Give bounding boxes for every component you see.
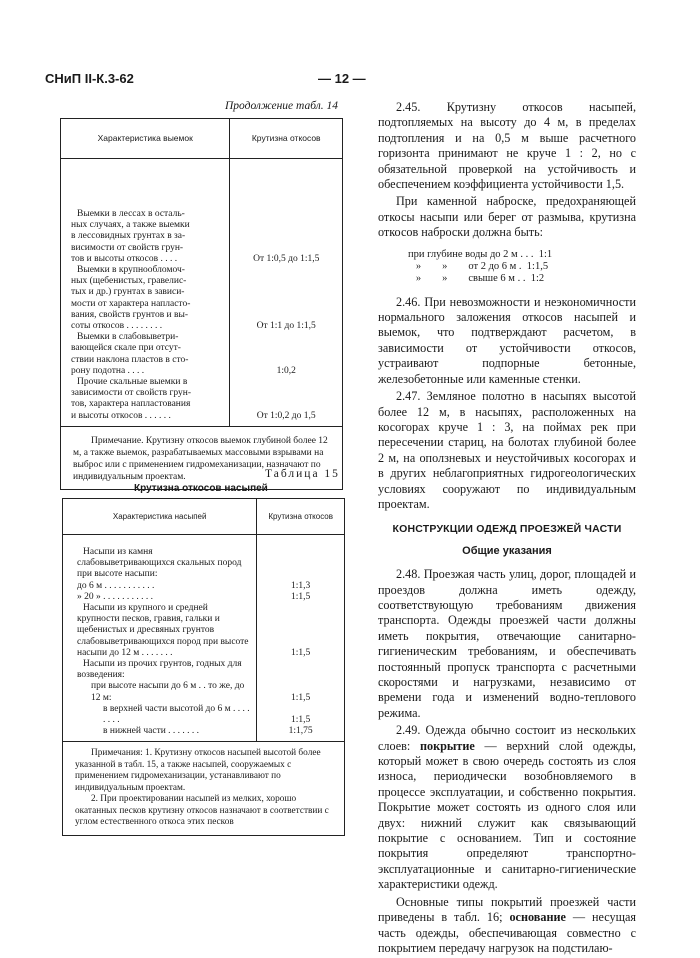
paragraph-2-45: 2.45. Крутизну откосов насыпей, подтопляемых на высоту до 4 м, в пределах подтопления и на 0,5 м выше расчетного горизонта принимают не круче 1 : 2, но с обязательной проверкой на устойчивость и обеспечением коэффициента устойчивости 1,5. <box>378 100 636 192</box>
table15-row-desc: при высоте насыпи до 6 м . . то же, до 12 м: <box>91 681 245 703</box>
table15-row-desc: в нижней части . . . . . . . <box>103 726 200 737</box>
table-14 <box>60 118 343 490</box>
table14-value: От 1:0,2 до 1,5 <box>256 410 316 421</box>
table15-value: 1:1,3 <box>291 580 311 591</box>
paragraph-2-49: 2.49. Одежда обычно состоит из нескольких слоев: покрытие — верхний слой одежды, который может в свою очередь состоять из слоя износа, периодически возобновляемого в процессе эксплуатации, и собственно покрытия. Покрытие может состоять из одного слоя или двух: нижний служит как связывающий покрытие с основанием. Тип и состояние покрытия определяют транспортно-эксплуатационные и санитарно-гигиенические характеристики одежд. <box>378 723 636 892</box>
paragraph-2-47: 2.47. Земляное полотно в насыпях высотой более 12 м, в насыпях, расположенных на косогорах круче 1 : 3, на поймах рек при пересечении стариц, на болотах глубиной более 2 м, на оползневых и неустойчивых косогорах и в других неблагоприятных гидрогеологических условиях сооружают по индивидуальным проектам. <box>378 389 636 511</box>
depth-slope-item: » » свыше 6 м . . 1:2 <box>408 272 545 284</box>
table15-note1: Примечания: 1. Крутизну откосов насыпей высотой более указанной в табл. 15, а также насыпей, сооружаемых с применением гидромеханизации, устанавливают по индивидуальным проектам. <box>75 748 321 793</box>
paragraph-2-46: 2.46. При невозможности и неэкономичности нормального заложения откосов насыпей и выемок, что подтверждают расчетом, в зависимости от устойчивости откосов, устраивают подпорные бетонные, железобетонные или каменные стенки. <box>378 294 636 386</box>
paragraph-2-48: 2.48. Проезжая часть улиц, дорог, площадей и проездов должна иметь одежду, соответствующую требованиям движения транспорта. Одежды проезжей части должны иметь покрытия, отвечающие санитарно-гигиеническим требованиям, и обеспечивать постоянный пропуск транспорта с расчетными скоростями и нагрузками, независимо от времени года и изменений водно-теплового режима. <box>378 567 636 720</box>
paragraph-2-50: Основные типы покрытий проезжей части приведены в табл. 16; основание — несущая часть одежды, обеспечивающая совместно с покрытием передачу нагрузок на подстилаю- <box>378 894 636 955</box>
document-code: СНиП II-К.3-62 <box>45 71 134 86</box>
table15-value: 1:1,5 <box>291 647 311 658</box>
table15-row-desc: до 6 м . . . . . . . . . . . <box>77 580 155 591</box>
table15-values <box>257 535 345 742</box>
section-heading: КОНСТРУКЦИИ ОДЕЖД ПРОЕЗЖЕЙ ЧАСТИ <box>392 523 622 536</box>
table15-note2: 2. При проектировании насыпей из мелких, хорошо окатанных песков крутизну откосов назначают в соответствии с углом естественного откоса этих песков <box>75 794 329 828</box>
term-osnovanie: основание <box>509 910 566 925</box>
table14-col2-header: Крутизна откосов <box>230 119 343 159</box>
table14-row-desc: Выемки в слабовыветри- вающейся скале при отсут- ствии наклона пластов в сто- рону подотна . . . . <box>71 332 189 376</box>
table14-descriptions <box>61 159 230 427</box>
table14-row-desc: Выемки в лессах в осталь- ных случаях, а также выемки в лессовидных грунтах в за- висимости от свойств грун- тов и высоты откосов . . . . <box>71 209 190 264</box>
table14-continuation: Продолжение табл. 14 <box>225 100 338 112</box>
table14-note: Примечание. Крутизну откосов выемок глубиной более 12 м, а также выемок, разрабатываемых массовыми взрывами на выброс или с применением гидромеханизации, назначают по индивидуальным проектам. <box>61 426 343 489</box>
table15-value: 1:1,75 <box>288 726 313 737</box>
page-number: — 12 — <box>318 71 366 86</box>
table14-value: От 1:0,5 до 1:1,5 <box>253 253 320 264</box>
depth-slope-item: » » от 2 до 6 м . 1:1,5 <box>408 260 549 272</box>
depth-slope-list <box>408 249 636 285</box>
table15-value: 1:1,5 <box>291 591 311 602</box>
table14-value: От 1:1 до 1:1,5 <box>256 321 316 331</box>
section-subheading: Общие указания <box>462 544 552 557</box>
table14-values <box>230 159 343 427</box>
table15-row-desc: Насыпи из прочих грунтов, годных для возведения: <box>77 658 242 681</box>
term-pokrytie: покрытие <box>419 738 475 753</box>
table15-row-desc: » 20 » . . . . . . . . . . . <box>77 591 153 602</box>
depth-slope-item: при глубине воды до 2 м . . . 1:1 <box>408 248 553 260</box>
table15-title: Крутизна откосов насыпей <box>134 483 268 494</box>
table15-col1-header: Характеристика насыпей <box>63 499 257 535</box>
table15-value: 1:1,5 <box>291 692 311 703</box>
table-15 <box>62 498 345 836</box>
table15-row-desc: Насыпи из камня слабовыветривающихся скальных пород при высоте насыпи: <box>77 547 242 580</box>
table15-descriptions <box>63 535 257 742</box>
table15-notes <box>63 742 345 836</box>
table14-col1-header: Характеристика выемок <box>61 119 230 159</box>
table14-row-desc: Выемки в крупнообломоч- ных (щебенистых, гравелис- тых и др.) грунтах в зависи- мости от характера напласто- вания, свойств грунтов и вы- соты откосов . . . . . . . . <box>71 265 191 332</box>
right-column <box>378 100 636 958</box>
table15-value: 1:1,5 <box>291 714 311 725</box>
table15-caption: Таблица 15 <box>265 468 340 480</box>
paragraph-2-45-continued: При каменной наброске, предохраняющей откосы насыпи или берег от размыва, крутизна откосов наброски должна быть: <box>378 194 636 240</box>
table15-row-desc: Насыпи из крупного и средней крупности песков, гравия, гальки и щебенистых и дресвяных грунтов слабовыветривающихся пород при высоте насыпи до 12 м . . . . . . . <box>77 602 249 658</box>
table15-col2-header: Крутизна откосов <box>257 499 345 535</box>
table15-row-desc: в верхней части высотой до 6 м . . . . . . . . <box>103 703 250 725</box>
table14-row-desc: Прочие скальные выемки в зависимости от свойств грун- тов, характера напластования и высоты откосов . . . . . . <box>71 377 192 421</box>
table14-value: 1:0,2 <box>276 365 296 376</box>
